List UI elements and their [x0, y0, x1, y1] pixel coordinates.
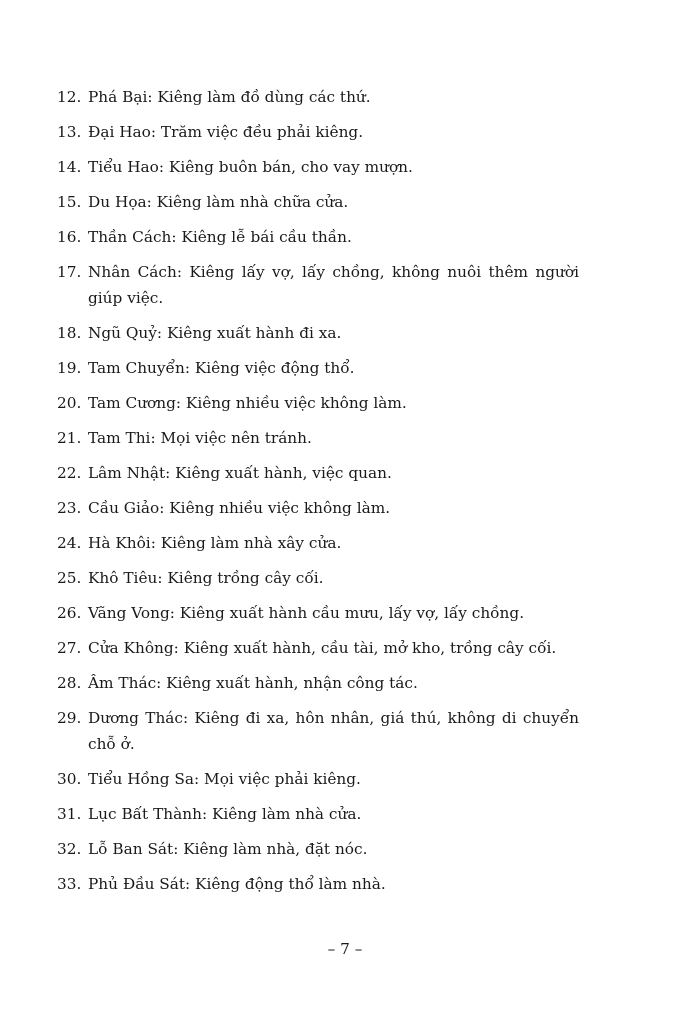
list-item [57, 259, 579, 311]
list-item [57, 705, 579, 757]
item-text: Tiểu Hao: Kiêng buôn bán, cho vay mượn. [88, 158, 413, 176]
taboo-list [57, 84, 579, 906]
list-item [57, 355, 579, 381]
item-number: 22. [57, 464, 82, 482]
item-number: 13. [57, 123, 82, 141]
list-item [57, 320, 579, 346]
item-number: 33. [57, 875, 82, 893]
list-item [57, 801, 579, 827]
item-text: Âm Thác: Kiêng xuất hành, nhận công tác. [88, 674, 418, 692]
item-text: Vãng Vong: Kiêng xuất hành cầu mưu, lấy vợ, lấy chồng. [88, 604, 525, 622]
list-item [57, 84, 579, 110]
item-number: 14. [57, 158, 82, 176]
list-item [57, 189, 579, 215]
item-text: Khô Tiêu: Kiêng trồng cây cối. [88, 569, 324, 587]
list-item [57, 460, 579, 486]
item-number: 19. [57, 359, 82, 377]
item-number: 32. [57, 840, 82, 858]
list-item [57, 119, 579, 145]
item-text: Phủ Đầu Sát: Kiêng động thổ làm nhà. [88, 875, 386, 893]
item-number: 30. [57, 770, 82, 788]
list-item [57, 495, 579, 521]
item-text: Lỗ Ban Sát: Kiêng làm nhà, đặt nóc. [88, 840, 368, 858]
list-item [57, 600, 579, 626]
item-text: Nhân Cách: Kiêng lấy vợ, lấy chồng, không nuôi thêm người giúp việc. [88, 263, 579, 307]
item-number: 15. [57, 193, 82, 211]
item-text: Phá Bại: Kiêng làm đồ dùng các thứ. [88, 88, 371, 106]
list-item [57, 425, 579, 451]
list-item [57, 530, 579, 556]
item-number: 21. [57, 429, 82, 447]
item-text: Lục Bất Thành: Kiêng làm nhà cửa. [88, 805, 362, 823]
item-number: 31. [57, 805, 82, 823]
list-item [57, 766, 579, 792]
item-text: Tiểu Hồng Sa: Mọi việc phải kiêng. [88, 770, 361, 788]
list-item [57, 224, 579, 250]
item-number: 12. [57, 88, 82, 106]
item-number: 27. [57, 639, 82, 657]
item-text: Cầu Giảo: Kiêng nhiều việc không làm. [88, 499, 391, 517]
list-item [57, 635, 579, 661]
item-text: Thần Cách: Kiêng lễ bái cầu thần. [88, 228, 352, 246]
page-number: – 7 – [327, 940, 363, 958]
item-number: 23. [57, 499, 82, 517]
item-number: 20. [57, 394, 82, 412]
item-number: 26. [57, 604, 82, 622]
item-number: 18. [57, 324, 82, 342]
item-text: Du Họa: Kiêng làm nhà chữa cửa. [88, 193, 349, 211]
list-item [57, 565, 579, 591]
item-text: Lâm Nhật: Kiêng xuất hành, việc quan. [88, 464, 392, 482]
item-text: Đại Hao: Trăm việc đều phải kiêng. [88, 123, 364, 141]
item-number: 24. [57, 534, 82, 552]
item-number: 25. [57, 569, 82, 587]
item-number: 29. [57, 709, 82, 727]
list-item [57, 836, 579, 862]
item-number: 28. [57, 674, 82, 692]
list-item [57, 871, 579, 897]
item-text: Tam Cương: Kiêng nhiều việc không làm. [88, 394, 407, 412]
item-text: Hà Khôi: Kiêng làm nhà xây cửa. [88, 534, 342, 552]
list-item [57, 154, 579, 180]
item-text: Cửa Không: Kiêng xuất hành, cầu tài, mở kho, trồng cây cối. [88, 639, 557, 657]
item-text: Dương Thác: Kiêng đi xa, hôn nhân, giá thú, không di chuyển chỗ ở. [88, 709, 579, 753]
item-number: 16. [57, 228, 82, 246]
item-text: Tam Chuyển: Kiêng việc động thổ. [88, 359, 355, 377]
list-item [57, 670, 579, 696]
item-text: Tam Thi: Mọi việc nên tránh. [88, 429, 312, 447]
list-item [57, 390, 579, 416]
item-text: Ngũ Quỷ: Kiêng xuất hành đi xa. [88, 324, 342, 342]
item-number: 17. [57, 263, 82, 281]
